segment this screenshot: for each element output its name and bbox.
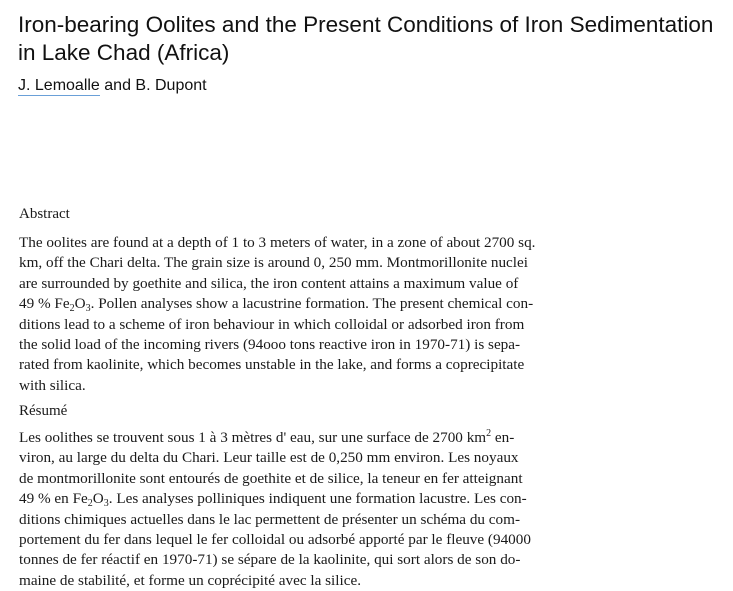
abstract-line: with silica. [19,376,86,394]
resume-line: ditions chimiques actuelles dans le lac permettent de présenter un schéma du com- [19,510,521,528]
abstract-line: The oolites are found at a depth of 1 to 3 meters of water, in a zone of about 2700 sq. [19,234,536,251]
resume-body [19,428,719,591]
paper-title: Iron-bearing Oolites and the Present Conditions of Iron Sedimentation in Lake Chad (Africa) [18,12,714,65]
resume-line: Les oolithes se trouvent sous 1 à 3 mètres d' eau, sur une surface de 2700 $km^2$ en- [19,428,515,446]
resume-line: de montmorillonite sont entourés de goethite et de silice, la teneur en fer atteignant [19,469,523,487]
abstract-line: km, off the Chari delta. The grain size is around 0, 250 mm. Montmorillonite nuclei [19,254,528,272]
resume-heading: Résumé [19,403,68,419]
resume-line: maine de stabilité, et forme un coprécipité avec la silice. [19,571,361,589]
abstract-line: the solid load of the incoming rivers (94ooo tons reactive iron in 1970-71) is sepa- [19,336,521,354]
resume-line: portement du fer dans lequel le fer colloidal ou adsorbé apporté par le fleuve (94000 [19,531,531,549]
abstract-heading: Abstract [19,206,70,222]
author-lemoalle[interactable]: J. Lemoalle [18,77,100,94]
abstract-line: ditions lead to a scheme of iron behaviour in which colloidal or adsorbed iron from [19,315,525,333]
abstract-line: are surrounded by goethite and silica, the iron content attains a maximum value of [19,274,519,292]
author-joiner: and [99,77,136,94]
author-line [18,76,207,96]
abstract-line: 49 % $Fe_2O_3$. Pollen analyses show a lacustrine formation. The present chemical con- [19,295,534,315]
abstract-body [19,233,719,396]
resume-line: viron, au large du delta du Chari. Leur taille est de 0,250 mm environ. Les noyaux [19,449,519,467]
abstract-line: rated from kaolinite, which becomes unstable in the lake, and forms a coprecipitate [19,356,525,374]
resume-line: tonnes de fer réactif en 1970-71) se sépare de la kaolinite, qui sort alors de son do- [19,551,521,569]
resume-line: 49 % en $Fe_2O_3$. Les analyses polliniques indiquent une formation lacustre. Les con- [19,490,527,510]
author-dupont: B. Dupont [135,77,207,94]
